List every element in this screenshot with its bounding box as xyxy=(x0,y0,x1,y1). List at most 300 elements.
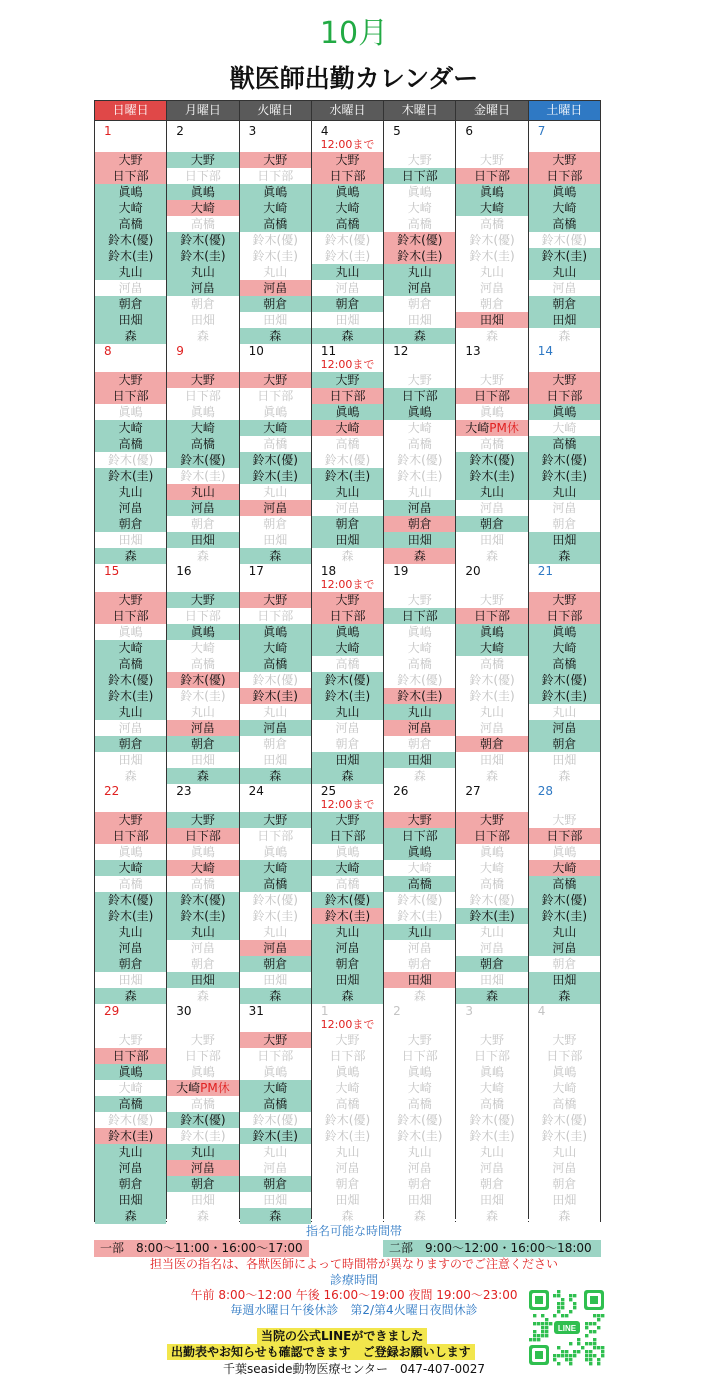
day-note xyxy=(167,138,238,152)
doctor-slot xyxy=(240,688,311,704)
doctor-slot xyxy=(529,876,600,892)
day-number: 16 xyxy=(176,564,192,578)
doctor-name: 森 xyxy=(196,329,209,343)
doctor-slot xyxy=(529,420,600,436)
doctor-name: 鈴木(優) xyxy=(469,233,515,247)
doctor-name: 日下部 xyxy=(401,829,438,843)
doctor-name: 丸山 xyxy=(263,265,288,279)
doctor-slot xyxy=(312,264,383,280)
doctor-name: 田畑 xyxy=(480,1193,505,1207)
doctor-slot xyxy=(529,296,600,312)
doctor-name: 鈴木(圭) xyxy=(107,1129,154,1143)
part2-legend: 二部 9:00〜12:00・16:00〜18:00 xyxy=(383,1240,601,1257)
doctor-name: 眞嶋 xyxy=(480,845,505,859)
doctor-slot xyxy=(456,828,527,844)
doctor-slot xyxy=(312,640,383,656)
weekday-header-sun: 日曜日 xyxy=(95,101,167,120)
doctor-name: 眞嶋 xyxy=(552,845,577,859)
doctor-slot xyxy=(240,940,311,956)
doctor-name: 鈴木(優) xyxy=(180,673,226,687)
doctor-slot xyxy=(240,1080,311,1096)
day-note xyxy=(240,138,311,152)
doctor-name: 日下部 xyxy=(184,829,221,843)
doctor-name: 朝倉 xyxy=(552,957,577,971)
doctor-name: 朝倉 xyxy=(118,737,143,751)
doctor-slot xyxy=(384,1032,455,1048)
doctor-name: 大野 xyxy=(263,1033,288,1047)
doctor-name: 田畑 xyxy=(263,753,288,767)
day-note xyxy=(529,138,600,152)
doctor-slot xyxy=(529,232,600,248)
doctor-slot xyxy=(456,184,527,200)
doctor-name: 朝倉 xyxy=(335,1177,360,1191)
doctor-slot xyxy=(529,592,600,608)
doctor-name: 日下部 xyxy=(546,829,583,843)
doctor-name: 田畑 xyxy=(407,313,432,327)
calendar-week-row xyxy=(95,560,600,783)
weekday-header-fri: 金曜日 xyxy=(456,101,528,120)
weekday-header-thu: 木曜日 xyxy=(384,101,456,120)
doctor-slot xyxy=(384,736,455,752)
doctor-slot xyxy=(384,372,455,388)
doctor-name: 日下部 xyxy=(474,829,511,843)
doctor-slot xyxy=(312,592,383,608)
doctor-name: 大野 xyxy=(480,1033,505,1047)
day-cell xyxy=(240,561,312,783)
doctor-slot xyxy=(167,216,238,232)
doctor-slot xyxy=(240,1112,311,1128)
doctor-slot xyxy=(95,860,166,876)
doctor-name: 鈴木(圭) xyxy=(469,469,515,483)
doctor-name: 河畠 xyxy=(118,1161,143,1175)
doctor-slot xyxy=(95,1064,166,1080)
doctor-name: 高橋 xyxy=(480,217,505,231)
doctor-name: 大崎 xyxy=(407,1081,432,1095)
doctor-name: 田畑 xyxy=(263,973,288,987)
doctor-name: 大野 xyxy=(480,593,505,607)
doctor-name: 丸山 xyxy=(335,1145,360,1159)
doctor-slot xyxy=(384,608,455,624)
doctor-slot xyxy=(167,1160,238,1176)
doctor-slot xyxy=(529,972,600,988)
doctor-name: 朝倉 xyxy=(480,297,505,311)
doctor-slot xyxy=(456,200,527,216)
doctor-slot xyxy=(240,860,311,876)
doctor-name: 鈴木(優) xyxy=(252,1113,298,1127)
doctor-name: 大崎 xyxy=(552,641,577,655)
doctor-slot xyxy=(312,500,383,516)
doctor-name: 大崎 xyxy=(263,641,288,655)
doctor-name: 鈴木(優) xyxy=(397,1113,443,1127)
doctor-slot xyxy=(529,280,600,296)
doctor-name: 田畑 xyxy=(190,753,215,767)
doctor-name: 森 xyxy=(269,769,282,783)
doctor-name: 大崎 xyxy=(480,861,505,875)
doctor-name: 丸山 xyxy=(552,485,577,499)
doctor-name: 丸山 xyxy=(190,925,215,939)
doctor-name: 大崎 xyxy=(480,201,505,215)
doctor-name: 田畑 xyxy=(263,1193,288,1207)
doctor-name: 日下部 xyxy=(257,169,294,183)
doctor-slot xyxy=(312,404,383,420)
doctor-name: 鈴木(圭) xyxy=(107,249,154,263)
doctor-name: 日下部 xyxy=(257,829,294,843)
doctor-name: 鈴木(優) xyxy=(180,453,226,467)
doctor-name: 森 xyxy=(124,549,137,563)
doctor-slot xyxy=(95,1080,166,1096)
doctor-slot xyxy=(312,388,383,404)
doctor-slot xyxy=(456,1192,527,1208)
doctor-slot xyxy=(167,1032,238,1048)
doctor-slot xyxy=(95,1144,166,1160)
doctor-name: 鈴木(優) xyxy=(397,453,443,467)
doctor-slot xyxy=(167,484,238,500)
doctor-name: 鈴木(優) xyxy=(541,1113,588,1127)
doctor-slot xyxy=(312,216,383,232)
doctor-slot xyxy=(384,452,455,468)
doctor-slot xyxy=(95,184,166,200)
doctor-slot xyxy=(312,1112,383,1128)
doctor-slot xyxy=(456,516,527,532)
doctor-name: 鈴木(圭) xyxy=(252,689,298,703)
doctor-name: 鈴木(圭) xyxy=(252,249,298,263)
doctor-name: 大崎 xyxy=(335,861,360,875)
doctor-name: 大崎 xyxy=(480,1081,505,1095)
calendar-week-row xyxy=(95,120,600,343)
hours-text: 午前 8:00〜12:00 午後 16:00〜19:00 夜間 19:00〜23:00 xyxy=(190,1288,518,1302)
doctor-slot xyxy=(456,608,527,624)
doctor-name: 丸山 xyxy=(480,705,505,719)
doctor-name: 河畠 xyxy=(407,1161,432,1175)
doctor-slot xyxy=(529,608,600,624)
doctor-slot xyxy=(529,860,600,876)
day-note xyxy=(456,138,527,152)
doctor-name: 森 xyxy=(341,769,354,783)
doctor-name: 丸山 xyxy=(118,485,143,499)
doctor-slot xyxy=(95,216,166,232)
day-note xyxy=(167,1018,238,1032)
doctor-name: 丸山 xyxy=(118,925,143,939)
doctor-name: 日下部 xyxy=(112,609,149,623)
doctor-name: 田畑 xyxy=(552,753,577,767)
doctor-name: 大野 xyxy=(263,813,288,827)
doctor-name: 高橋 xyxy=(263,1097,288,1111)
doctor-slot xyxy=(529,1064,600,1080)
doctor-slot xyxy=(529,720,600,736)
doctor-slot xyxy=(240,372,311,388)
doctor-name: 森 xyxy=(341,549,354,563)
doctor-name: 大野 xyxy=(190,593,215,607)
day-note xyxy=(384,1018,455,1032)
doctor-slot xyxy=(167,436,238,452)
doctor-slot xyxy=(95,248,166,264)
doctor-name: 日下部 xyxy=(401,169,438,183)
day-cell xyxy=(167,341,239,563)
doctor-name: 朝倉 xyxy=(480,1177,505,1191)
doctor-slot xyxy=(529,532,600,548)
doctor-slot xyxy=(456,892,527,908)
doctor-name: 鈴木(圭) xyxy=(107,909,154,923)
designation-notice: 担当医の指名は、各獣医師によって時間帯が異なりますのでご注意ください xyxy=(149,1257,558,1271)
doctor-slot xyxy=(240,592,311,608)
doctor-name: 大崎 xyxy=(552,861,577,875)
doctor-name: 河畠 xyxy=(190,1161,215,1175)
doctor-slot xyxy=(240,1064,311,1080)
doctor-name: 高橋 xyxy=(118,217,143,231)
doctor-slot xyxy=(384,484,455,500)
doctor-name: 朝倉 xyxy=(263,1177,288,1191)
day-note xyxy=(167,358,238,372)
doctor-name: 大崎 xyxy=(407,641,432,655)
doctor-slot xyxy=(456,704,527,720)
doctor-name: 鈴木(優) xyxy=(324,673,371,687)
doctor-name: 眞嶋 xyxy=(263,625,288,639)
doctor-name: 眞嶋 xyxy=(263,1065,288,1079)
doctor-name: 高橋 xyxy=(335,1097,360,1111)
doctor-slot xyxy=(312,752,383,768)
day-number: 21 xyxy=(537,564,553,578)
doctor-slot xyxy=(240,152,311,168)
doctor-name: 鈴木(優) xyxy=(180,1113,226,1127)
day-number: 12 xyxy=(393,344,409,358)
doctor-slot xyxy=(167,908,238,924)
doctor-name: 河畠 xyxy=(263,941,288,955)
day-number: 25 xyxy=(320,784,337,798)
doctor-slot xyxy=(240,812,311,828)
doctor-slot xyxy=(240,704,311,720)
day-number: 1 xyxy=(104,124,112,138)
doctor-name: 森 xyxy=(124,1209,137,1223)
doctor-name: 大崎 xyxy=(118,1081,143,1095)
doctor-name: 河畠 xyxy=(335,721,360,735)
doctor-name: 鈴木(圭) xyxy=(180,909,226,923)
day-number: 31 xyxy=(248,1004,264,1018)
doctor-name: 森 xyxy=(196,989,209,1003)
doctor-name: 日下部 xyxy=(257,609,294,623)
doctor-slot xyxy=(384,404,455,420)
day-note: 12:00まで xyxy=(320,138,375,151)
doctor-slot xyxy=(240,168,311,184)
doctor-slot xyxy=(456,420,527,436)
doctor-name: 丸山 xyxy=(480,1145,505,1159)
doctor-name: 大野 xyxy=(552,373,577,387)
doctor-name: 大野 xyxy=(335,1033,360,1047)
weekday-header-wed: 水曜日 xyxy=(312,101,384,120)
doctor-slot xyxy=(167,296,238,312)
doctor-slot xyxy=(456,1144,527,1160)
doctor-name: 丸山 xyxy=(190,705,215,719)
doctor-name: 鈴木(圭) xyxy=(541,1129,588,1143)
doctor-slot xyxy=(456,736,527,752)
day-cell xyxy=(312,121,384,343)
doctor-name: 丸山 xyxy=(407,485,432,499)
day-number: 11 xyxy=(320,344,337,358)
doctor-slot xyxy=(456,372,527,388)
doctor-slot xyxy=(95,876,166,892)
day-note xyxy=(240,578,311,592)
doctor-name: 眞嶋 xyxy=(480,405,505,419)
doctor-name: 大崎 xyxy=(118,201,143,215)
doctor-slot xyxy=(240,404,311,420)
doctor-slot xyxy=(384,956,455,972)
doctor-slot xyxy=(95,1160,166,1176)
day-cell xyxy=(167,1001,239,1223)
doctor-slot xyxy=(95,940,166,956)
doctor-slot xyxy=(456,672,527,688)
day-number: 19 xyxy=(393,564,409,578)
doctor-name: 高橋 xyxy=(480,437,505,451)
doctor-name: 大崎 xyxy=(335,201,360,215)
doctor-slot xyxy=(384,1096,455,1112)
day-cell xyxy=(167,121,239,343)
doctor-name: 高橋 xyxy=(552,877,577,891)
doctor-slot xyxy=(456,280,527,296)
doctor-slot xyxy=(529,892,600,908)
day-cell xyxy=(384,561,456,783)
doctor-slot xyxy=(384,1128,455,1144)
doctor-name: 日下部 xyxy=(257,389,294,403)
doctor-name: 朝倉 xyxy=(335,297,360,311)
doctor-name: 大野 xyxy=(263,593,288,607)
doctor-slot xyxy=(384,216,455,232)
day-note: 12:00まで xyxy=(320,578,375,591)
doctor-name: 鈴木(圭) xyxy=(324,909,371,923)
doctor-name: 鈴木(圭) xyxy=(397,1129,443,1143)
day-cell xyxy=(529,1001,600,1223)
doctor-slot xyxy=(167,420,238,436)
doctor-name: 日下部 xyxy=(257,1049,294,1063)
doctor-name: 大崎 xyxy=(190,861,215,875)
doctor-name: 眞嶋 xyxy=(190,845,215,859)
doctor-slot xyxy=(240,956,311,972)
doctor-slot xyxy=(167,468,238,484)
doctor-slot xyxy=(529,436,600,452)
day-cell xyxy=(240,341,312,563)
doctor-name: 高橋 xyxy=(118,657,143,671)
line-qr-code[interactable] xyxy=(527,1288,606,1367)
doctor-name: 日下部 xyxy=(112,1049,149,1063)
doctor-slot xyxy=(240,1144,311,1160)
doctor-slot xyxy=(529,184,600,200)
doctor-name: 鈴木(優) xyxy=(397,893,443,907)
day-number: 3 xyxy=(465,1004,474,1018)
doctor-name: 河畠 xyxy=(263,1161,288,1175)
weekday-header-tue: 火曜日 xyxy=(240,101,312,120)
doctor-name: 河畠 xyxy=(335,941,360,955)
doctor-slot xyxy=(240,232,311,248)
doctor-slot xyxy=(167,608,238,624)
doctor-name: 大崎 xyxy=(335,421,360,435)
doctor-name: 鈴木(圭) xyxy=(541,909,588,923)
doctor-name: 眞嶋 xyxy=(335,1065,360,1079)
doctor-slot xyxy=(95,420,166,436)
doctor-name: 眞嶋 xyxy=(407,625,432,639)
doctor-name: 高橋 xyxy=(263,437,288,451)
doctor-slot xyxy=(95,436,166,452)
doctor-slot xyxy=(95,468,166,484)
doctor-slot xyxy=(167,752,238,768)
doctor-slot xyxy=(95,1032,166,1048)
doctor-slot xyxy=(95,688,166,704)
doctor-slot xyxy=(456,720,527,736)
doctor-name: 大野 xyxy=(552,813,577,827)
doctor-name: 鈴木(優) xyxy=(252,233,298,247)
doctor-name: 大野 xyxy=(263,373,288,387)
doctor-name: 田畑 xyxy=(335,753,360,767)
doctor-name: 鈴木(優) xyxy=(252,893,298,907)
doctor-name: 河畠 xyxy=(335,1161,360,1175)
doctor-slot xyxy=(167,404,238,420)
day-cell xyxy=(384,341,456,563)
doctor-name: 鈴木(優) xyxy=(397,233,443,247)
doctor-name: 大崎 xyxy=(118,421,143,435)
doctor-slot xyxy=(456,908,527,924)
doctor-slot xyxy=(167,972,238,988)
doctor-name: 鈴木(優) xyxy=(107,893,154,907)
doctor-slot xyxy=(167,720,238,736)
doctor-name: 鈴木(圭) xyxy=(397,249,443,263)
doctor-name: 河畠 xyxy=(552,721,577,735)
doctor-slot xyxy=(529,516,600,532)
doctor-slot xyxy=(456,436,527,452)
doctor-name: 大野 xyxy=(335,153,360,167)
doctor-slot xyxy=(95,592,166,608)
doctor-name: 高橋 xyxy=(407,217,432,231)
qr-line-label: LINE xyxy=(557,1324,577,1333)
doctor-slot xyxy=(312,1064,383,1080)
doctor-name: 高橋 xyxy=(335,437,360,451)
day-cell xyxy=(529,121,600,343)
doctor-name: 眞嶋 xyxy=(190,625,215,639)
doctor-slot xyxy=(529,844,600,860)
doctor-name: 眞嶋 xyxy=(335,405,360,419)
doctor-slot xyxy=(529,688,600,704)
day-cell xyxy=(456,561,528,783)
doctor-slot xyxy=(95,516,166,532)
doctor-slot xyxy=(240,532,311,548)
clinic-name: 千葉seaside動物医療センター 047-407-0027 xyxy=(222,1362,486,1376)
doctor-slot xyxy=(384,812,455,828)
day-note xyxy=(384,138,455,152)
doctor-slot xyxy=(240,216,311,232)
day-cell xyxy=(456,781,528,1003)
doctor-slot xyxy=(456,468,527,484)
doctor-slot xyxy=(240,624,311,640)
doctor-name: 大野 xyxy=(335,813,360,827)
doctor-name: 大野 xyxy=(263,153,288,167)
doctor-name: 河畠 xyxy=(263,501,288,515)
day-note xyxy=(529,1018,600,1032)
day-cell xyxy=(384,1001,456,1223)
doctor-name: 鈴木(圭) xyxy=(469,1129,515,1143)
doctor-slot xyxy=(240,468,311,484)
day-note xyxy=(95,798,166,812)
doctor-name: 朝倉 xyxy=(480,517,505,531)
doctor-name: 田畑 xyxy=(335,313,360,327)
doctor-slot xyxy=(384,828,455,844)
day-note xyxy=(167,798,238,812)
doctor-slot xyxy=(95,404,166,420)
doctor-name: 河畠 xyxy=(407,501,432,515)
doctor-name: 大崎 xyxy=(118,861,143,875)
day-number: 4 xyxy=(320,124,329,138)
doctor-name: 鈴木(圭) xyxy=(252,909,298,923)
doctor-slot xyxy=(95,736,166,752)
doctor-name: 森 xyxy=(269,1209,282,1223)
doctor-name: 日下部 xyxy=(546,1049,583,1063)
doctor-name: 日下部 xyxy=(329,829,366,843)
doctor-slot xyxy=(384,924,455,940)
